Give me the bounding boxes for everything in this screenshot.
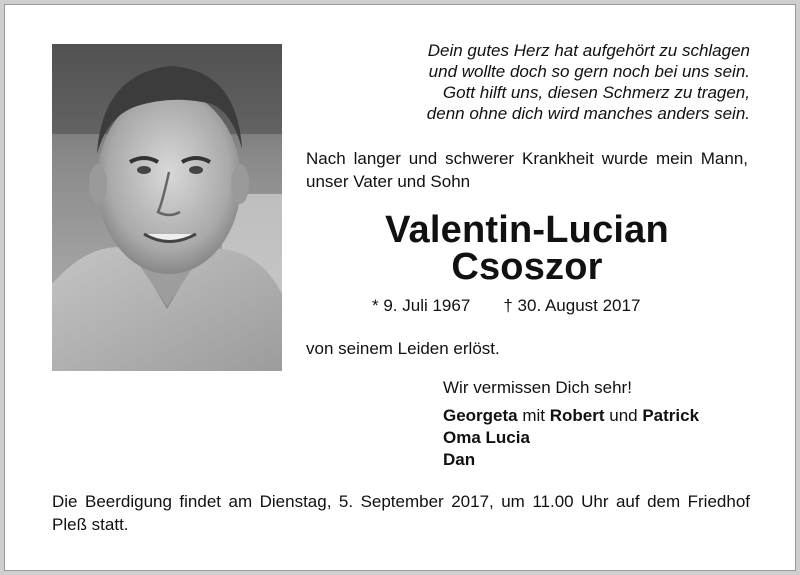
miss-text: Wir vermissen Dich sehr! (443, 378, 632, 397)
burial-notice: Die Beerdigung findet am Dienstag, 5. September 2017, um 11.00 Uhr auf dem Friedhof Pleß statt. (52, 492, 750, 534)
poem-line: Gott hilft uns, diesen Schmerz zu tragen, (442, 83, 750, 102)
family-connector: und (604, 406, 643, 425)
poem-line: und wollte doch so gern noch bei uns sein. (428, 62, 750, 81)
family-name: Robert (549, 406, 605, 425)
poem-line: Dein gutes Herz hat aufgehört zu schlagen (427, 41, 750, 60)
birth-date: * 9. Juli 1967 (372, 296, 471, 315)
family-signatures (443, 405, 699, 471)
family-line (443, 405, 699, 427)
family-name: Patrick (642, 406, 700, 425)
last-name: Csoszor (451, 246, 603, 288)
deceased-name (306, 209, 748, 288)
family-line (443, 449, 699, 471)
poem (310, 40, 750, 124)
death-date: † 30. August 2017 (503, 296, 641, 315)
family-line (443, 427, 699, 449)
poem-line: denn ohne dich wird manches anders sein. (426, 104, 750, 123)
first-name: Valentin-Lucian (385, 209, 669, 251)
intro-text: Nach langer und schwerer Krankheit wurde mein Mann, unser Vater und Sohn (306, 149, 748, 191)
family-name: Georgeta (443, 406, 518, 425)
portrait-photo-icon (52, 44, 282, 371)
portrait-photo (52, 44, 282, 371)
life-dates (372, 295, 640, 317)
family-name: Oma Lucia (443, 428, 530, 447)
relief-text: von seinem Leiden erlöst. (306, 339, 500, 358)
family-connector: mit (517, 406, 550, 425)
family-name: Dan (443, 450, 476, 469)
